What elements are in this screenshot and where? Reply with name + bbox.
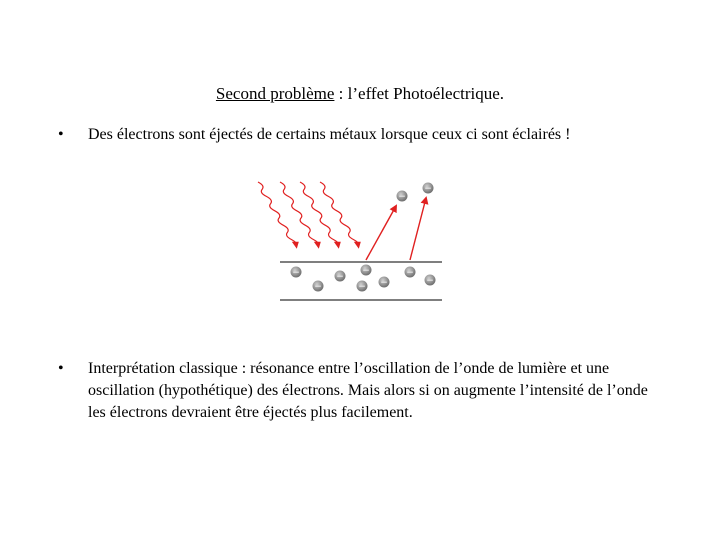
electron-in-metal — [357, 281, 368, 293]
svg-text:−: − — [358, 282, 366, 292]
ejected-electron — [423, 183, 434, 195]
svg-text:−: − — [426, 276, 434, 286]
svg-text:−: − — [292, 268, 300, 278]
electron-in-metal — [335, 271, 346, 283]
light-wave-arrowhead — [354, 242, 361, 249]
svg-text:−: − — [362, 266, 370, 276]
svg-text:−: − — [314, 282, 322, 292]
bullet-text-2: Interprétation classique : résonance entre l’oscillation de l’onde de lumière et une oscillation (hypothétique) des électrons. Mais alors si on augmente l’intensité de l’onde les électrons devraient être éjectés plus facilement. — [88, 360, 648, 421]
bullet-item-1 — [58, 124, 668, 146]
light-wave-arrowhead — [292, 242, 299, 249]
bullet-item-2 — [58, 358, 668, 424]
photoelectric-diagram — [250, 178, 450, 306]
photoelectric-svg — [250, 178, 450, 306]
bullet-marker: • — [58, 126, 64, 143]
svg-text:−: − — [380, 278, 388, 288]
svg-text:−: − — [406, 268, 414, 278]
electron-in-metal — [425, 275, 436, 287]
svg-text:−: − — [336, 272, 344, 282]
ejected-electron-path-1 — [366, 206, 396, 260]
light-wave-arrowhead — [334, 242, 341, 249]
bullet-text-1: Des électrons sont éjectés de certains métaux lorsque ceux ci sont éclairés ! — [88, 126, 571, 143]
light-wave-1 — [258, 182, 297, 247]
light-wave-arrowhead — [314, 242, 321, 249]
light-wave-4 — [320, 182, 359, 247]
light-waves — [258, 182, 361, 249]
slide-title-rest: : l’effet Photoélectrique. — [334, 84, 505, 103]
ejected-electron — [397, 191, 408, 203]
bullet-marker: • — [58, 360, 64, 377]
electron-in-metal — [313, 281, 324, 293]
electron-in-metal — [291, 267, 302, 279]
svg-text:−: − — [398, 192, 406, 202]
light-wave-2 — [280, 182, 319, 247]
electron-in-metal — [405, 267, 416, 279]
slide-title-underlined: Second problème — [215, 84, 335, 103]
slide-title — [0, 83, 720, 105]
svg-text:−: − — [424, 184, 432, 194]
light-wave-3 — [300, 182, 339, 247]
ejected-electron-path-2 — [410, 198, 426, 260]
electron-in-metal — [379, 277, 390, 289]
electron-in-metal — [361, 265, 372, 277]
